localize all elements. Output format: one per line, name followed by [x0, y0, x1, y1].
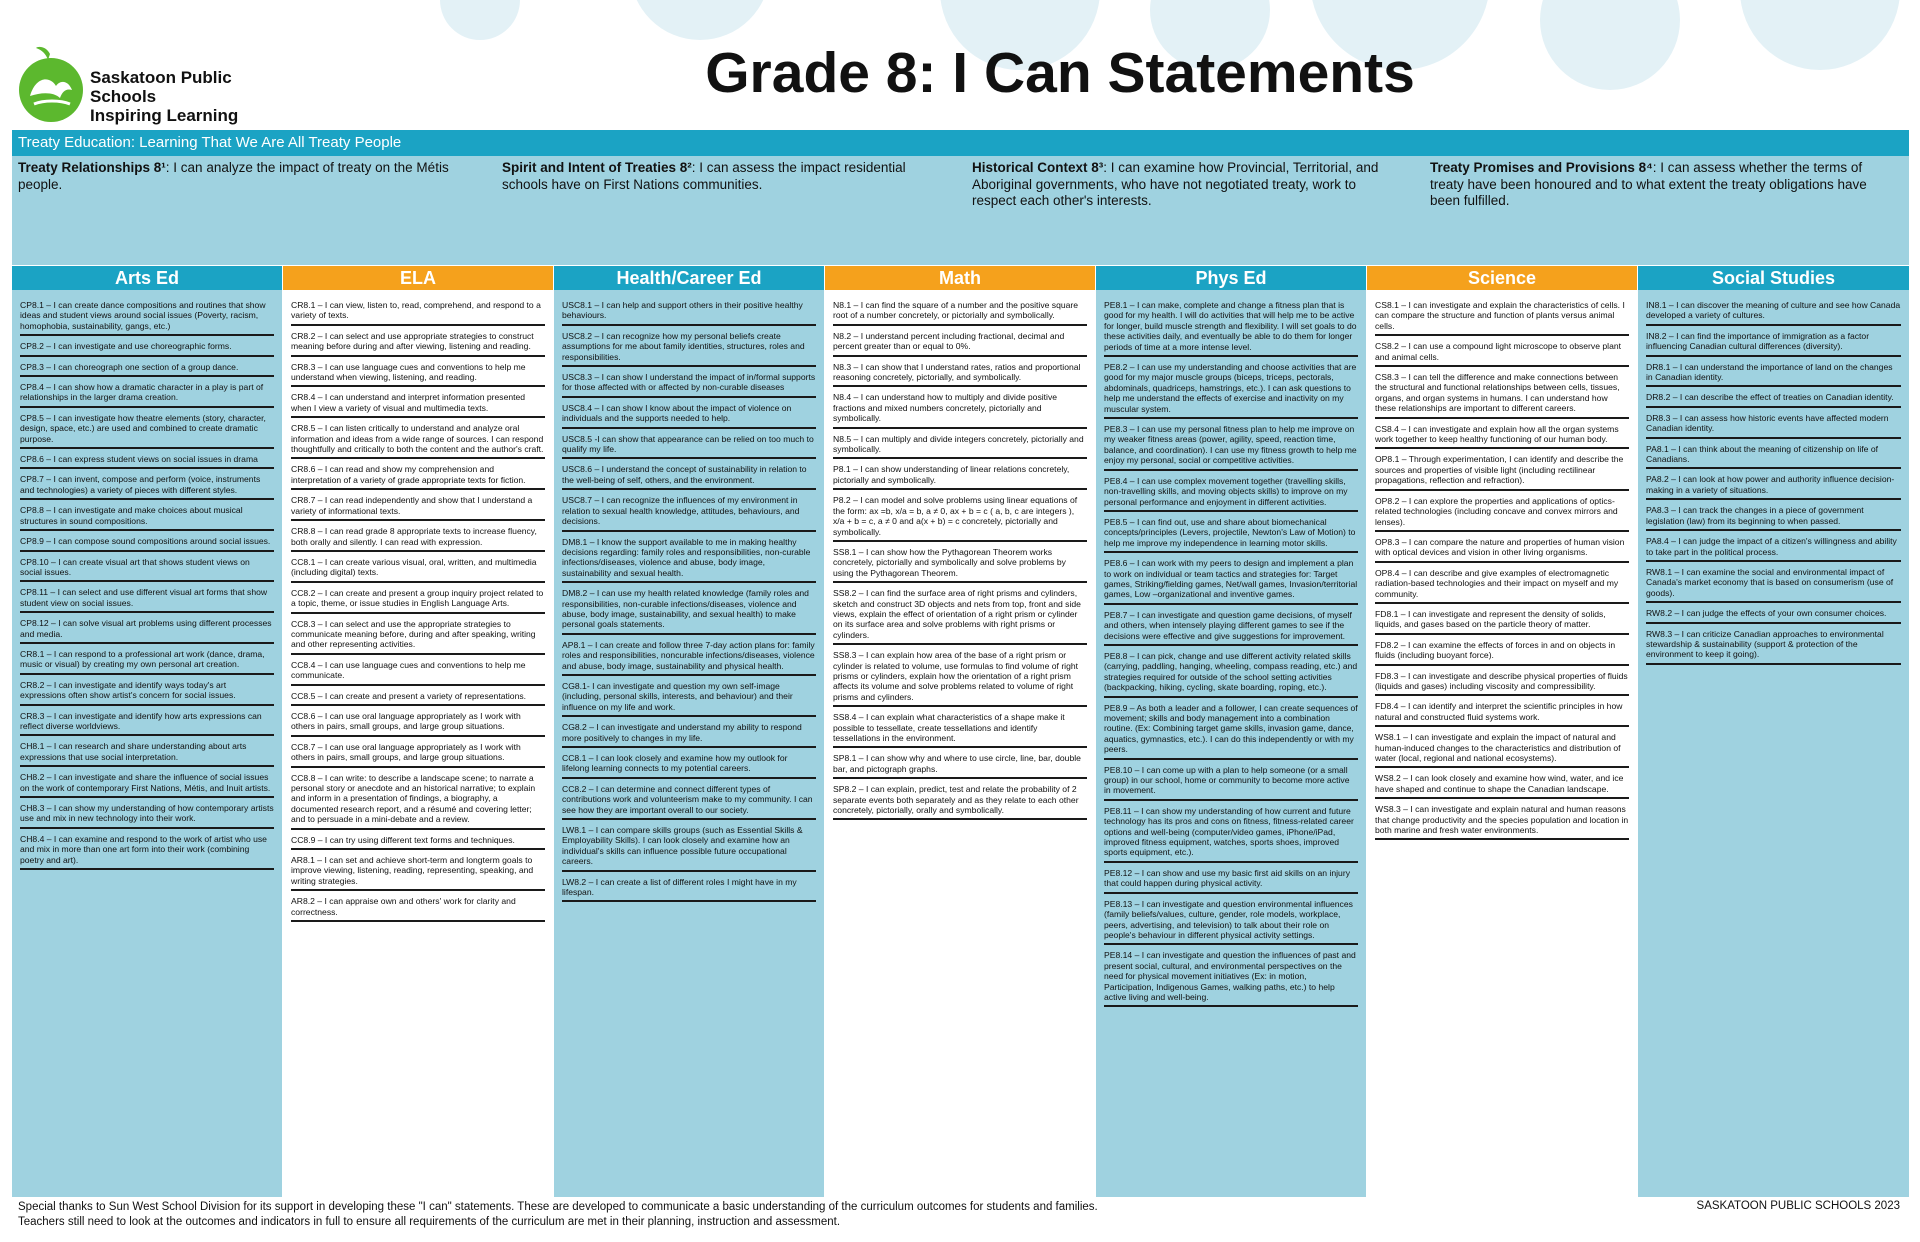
- i-can-statement: CC8.6 – I can use oral language appropriately as I work with others in pairs, small groups, and large group situations.: [291, 709, 545, 737]
- statement-list: [825, 290, 1095, 820]
- i-can-statement: USC8.6 – I understand the concept of sustainability in relation to the well-being of self, others, and the environment.: [562, 462, 816, 490]
- i-can-statement: CC8.5 – I can create and present a variety of representations.: [291, 689, 545, 706]
- i-can-statement: FD8.3 – I can investigate and describe physical properties of fluids (liquids and gases) including viscosity and compressibility.: [1375, 669, 1629, 697]
- i-can-statement: IN8.2 – I can find the importance of immigration as a factor influencing Canadian cultural differences (diversity).: [1646, 329, 1901, 357]
- i-can-statement: OP8.3 – I can compare the nature and properties of human vision with optical devices and vision in other living organisms.: [1375, 535, 1629, 563]
- i-can-statement: CC8.1 – I can look closely and examine how my outlook for lifelong learning connects to my potential careers.: [562, 751, 816, 779]
- i-can-statement: USC8.3 – I can show I understand the impact of in/formal supports for those affected with or affected by non-curable diseases: [562, 370, 816, 398]
- i-can-statement: CP8.8 – I can investigate and make choices about musical structures in sound compositions.: [20, 503, 274, 531]
- i-can-statement: OP8.2 – I can explore the properties and applications of optics-related technologies (including concave and convex mirrors and lenses).: [1375, 494, 1629, 532]
- i-can-statement: CP8.7 – I can invent, compose and perform (voice, instruments and technologies) a variety of pieces with different styles.: [20, 472, 274, 500]
- i-can-statement: CC8.3 – I can select and use the appropriate strategies to communicate meaning before, during and after speaking, writing and other representing activities.: [291, 617, 545, 655]
- i-can-statement: CH8.2 – I can investigate and share the influence of social issues on the work of contemporary First Nations, Métis, and Inuit artists.: [20, 770, 274, 798]
- column-header: Science: [1367, 266, 1637, 290]
- i-can-statement: CR8.3 – I can use language cues and conventions to help me understand when viewing, listening, and reading.: [291, 360, 545, 388]
- i-can-statement: PE8.2 – I can use my understanding and choose activities that are good for my major muscle groups (biceps, triceps, pectorals, abdominals, quadriceps, hamstrings, etc.). I can ask questions to help me understand the effects of exercise and inactivity on my muscular system.: [1104, 360, 1358, 419]
- subject-column: [1367, 266, 1637, 1197]
- i-can-statement: DM8.2 – I can use my health related knowledge (family roles and responsibilities, non-curable infections/diseases, violence and abuse, body image, sustainability, and sexual health) to make personal goals statements.: [562, 586, 816, 635]
- i-can-statement: PA8.2 – I can look at how power and authority influence decision-making in a variety of situations.: [1646, 472, 1901, 500]
- statement-list: [1096, 290, 1366, 1007]
- i-can-statement: WS8.3 – I can investigate and explain natural and human reasons that change productivity and the species population and location in both marine and fresh water environments.: [1375, 802, 1629, 840]
- i-can-statement: CR8.1 – I can view, listen to, read, comprehend, and respond to a variety of texts.: [291, 298, 545, 326]
- treaty-item-text: : I can examine how Provincial, Territorial, and Aboriginal governments, who have not negotiated treaty, work to respect each other's interests.: [972, 160, 1379, 208]
- i-can-statement: PE8.9 – As both a leader and a follower, I can create sequences of movement; skills and body management into a combination routine. (Ex: Combining target game skills, invasion game, dance, aquatics, gymnastics, etc.). I can do this independently or with my peers.: [1104, 701, 1358, 760]
- i-can-statement: OP8.4 – I can describe and give examples of electromagnetic radiation-based technologies and their impact on myself and my community.: [1375, 566, 1629, 604]
- treaty-item: [972, 160, 1392, 210]
- i-can-statement: USC8.1 – I can help and support others in their positive healthy behaviours.: [562, 298, 816, 326]
- i-can-statement: AR8.1 – I can set and achieve short-term and longterm goals to improve viewing, listening, reading, representing, speaking, and writing strategies.: [291, 853, 545, 891]
- i-can-statement: SP8.2 – I can explain, predict, test and relate the probability of 2 separate events both separately and as they relate to each other concretely, pictorially, orally and symbolically.: [833, 782, 1087, 820]
- i-can-statement: CP8.10 – I can create visual art that shows student views on social issues.: [20, 555, 274, 583]
- i-can-statement: CS8.1 – I can investigate and explain the characteristics of cells. I can compare the structure and function of plants versus animal cells.: [1375, 298, 1629, 336]
- i-can-statement: PE8.14 – I can investigate and question the influences of past and present social, cultural, and environmental perspectives on the need for physical movement initiatives (Ex: in motion, Participation, Indigenous Games, walking paths, etc.) to help active living and well-being.: [1104, 948, 1358, 1007]
- i-can-statement: WS8.1 – I can investigate and explain the impact of natural and human-induced changes to the characteristics and distribution of water (local, regional and national ecosystems).: [1375, 730, 1629, 768]
- i-can-statement: FD8.4 – I can identify and interpret the scientific principles in how natural and constructed fluid systems work.: [1375, 699, 1629, 727]
- page-title: Grade 8: I Can Statements: [705, 41, 1415, 105]
- column-header: ELA: [283, 266, 553, 290]
- column-header: Phys Ed: [1096, 266, 1366, 290]
- i-can-statement: RW8.1 – I can examine the social and environmental impact of Canada's market economy that is based on consumerism (use of goods).: [1646, 565, 1901, 603]
- i-can-statement: PA8.3 – I can track the changes in a piece of government legislation (law) from its beginning to when passed.: [1646, 503, 1901, 531]
- statement-list: [1638, 290, 1909, 665]
- i-can-statement: CC8.1 – I can create various visual, oral, written, and multimedia (including digital) texts.: [291, 555, 545, 583]
- i-can-statement: RW8.3 – I can criticize Canadian approaches to environmental stewardship & sustainability (support & protection of the environment to keep it going).: [1646, 627, 1901, 665]
- treaty-item-label: Treaty Relationships 8¹: [18, 160, 166, 175]
- i-can-statement: N8.5 – I can multiply and divide integers concretely, pictorially and symbolically.: [833, 432, 1087, 460]
- statement-list: [12, 290, 282, 870]
- subject-column: [1096, 266, 1366, 1197]
- i-can-statement: PE8.11 – I can show my understanding of how current and future technology has its pros and cons on fitness, fitness-related career options and well-being (computer/video games, iPhone/iPad, improved fitness equipment, watches, sports shoes, improved sports equipment, etc.).: [1104, 804, 1358, 863]
- i-can-statement: PE8.12 – I can show and use my basic first aid skills on an injury that could happen during physical activity.: [1104, 866, 1358, 894]
- i-can-statement: CP8.2 – I can investigate and use choreographic forms.: [20, 339, 274, 356]
- i-can-statement: USC8.2 – I can recognize how my personal beliefs create assumptions for me about family identities, structures, roles and responsibilities.: [562, 329, 816, 367]
- i-can-statement: N8.3 – I can show that I understand rates, ratios and proportional reasoning concretely, pictorially, and symbolically.: [833, 360, 1087, 388]
- i-can-statement: CR8.7 – I can read independently and show that I understand a variety of informational texts.: [291, 493, 545, 521]
- i-can-statement: CC8.9 – I can try using different text forms and techniques.: [291, 833, 545, 850]
- i-can-statement: CP8.5 – I can investigate how theatre elements (story, character, design, space, etc.) are used and combined to create dramatic purpose.: [20, 411, 274, 449]
- i-can-statement: CS8.3 – I can tell the difference and make connections between the structural and functional relationships between cells, tissues, organs, and organ systems in humans. I can understand how these relationships are important to different careers.: [1375, 370, 1629, 419]
- i-can-statement: CP8.11 – I can select and use different visual art forms that show student view on social issues.: [20, 585, 274, 613]
- i-can-statement: N8.4 – I can understand how to multiply and divide positive fractions and mixed numbers concretely, pictorially and symbolically.: [833, 390, 1087, 428]
- i-can-statement: CR8.1 – I can respond to a professional art work (dance, drama, music or visual) by creating my own personal art creation.: [20, 647, 274, 675]
- i-can-statement: PE8.10 – I can come up with a plan to help someone (or a small group) in our school, home or community to become more active in movement.: [1104, 763, 1358, 801]
- i-can-statement: CR8.8 – I can read grade 8 appropriate texts to increase fluency, both orally and silently. I can read with expression.: [291, 524, 545, 552]
- i-can-statement: CR8.2 – I can investigate and identify ways today's art expressions often show artist's concern for social issues.: [20, 678, 274, 706]
- i-can-statement: CP8.3 – I can choreograph one section of a group dance.: [20, 360, 274, 377]
- treaty-item: [502, 160, 942, 193]
- i-can-statement: OP8.1 – Through experimentation, I can identify and describe the sources and properties of visible light (including rectilinear propagations, reflection and refraction).: [1375, 452, 1629, 490]
- statement-list: [554, 290, 824, 902]
- column-header: Arts Ed: [12, 266, 282, 290]
- i-can-statement: CC8.8 – I can write: to describe a landscape scene; to narrate a personal story or anecdote and an historical narrative; to explain and inform in a presentation of findings, a biography, a documented research report, and a résumé and covering letter; and to persuade in a mini-debate and a review.: [291, 771, 545, 830]
- column-header: Social Studies: [1638, 266, 1909, 290]
- i-can-statement: PE8.8 – I can pick, change and use different activity related skills (carrying, paddling, hanging, wheeling, compass reading, etc.) and strategies required for outside of the school setting activities (backpacking, hiking, cycling, skate boarding, roping, etc.).: [1104, 649, 1358, 698]
- column-header: Math: [825, 266, 1095, 290]
- i-can-statement: USC8.5 -I can show that appearance can be relied on too much to qualify my life.: [562, 432, 816, 460]
- i-can-statement: SP8.1 – I can show why and where to use circle, line, bar, double bar, and pictograph graphs.: [833, 751, 1087, 779]
- i-can-statement: USC8.4 – I can show I know about the impact of violence on individuals and the supports needed to help.: [562, 401, 816, 429]
- i-can-statement: PE8.5 – I can find out, use and share about biomechanical concepts/principles (Levers, projectile, Newton's Law of Motion) to help me improve my independence in learning motor skills.: [1104, 515, 1358, 553]
- i-can-statement: P8.2 – I can model and solve problems using linear equations of the form: ax =b, x/a = b, a ≠ 0, ax + b = c ( a, b, c are integers ), x/a + b = c, a ≠ 0 and a(x + b) = c concretely, pictorially and symbolically.: [833, 493, 1087, 542]
- i-can-statement: CH8.4 – I can examine and respond to the work of artist who use and mix in more than one art form into their work (combining poetry and art).: [20, 832, 274, 870]
- i-can-statement: PA8.1 – I can think about the meaning of citizenship on life of Canadians.: [1646, 442, 1901, 470]
- i-can-statement: RW8.2 – I can judge the effects of your own consumer choices.: [1646, 606, 1901, 623]
- school-logo: [16, 46, 296, 124]
- footer-credit: SASKATOON PUBLIC SCHOOLS 2023: [1696, 1200, 1900, 1212]
- subject-column: [825, 266, 1095, 1197]
- i-can-statement: AP8.1 – I can create and follow three 7-day action plans for: family roles and responsibilities, noncurable infections/diseases, violence and abuse, body image, sustainability and physical health.: [562, 638, 816, 676]
- i-can-statement: CR8.5 – I can listen critically to understand and analyze oral information and ideas from a wide range of sources. I can respond thoughtfully and critically to both the content and the author's craft.: [291, 421, 545, 459]
- logo-text: [90, 68, 296, 125]
- i-can-statement: CC8.2 – I can determine and connect different types of contributions work and volunteerism make to my community. I can see how they are important overall to our society.: [562, 782, 816, 820]
- treaty-header: Treaty Education: Learning That We Are All Treaty People: [12, 130, 1909, 156]
- statement-list: [1367, 290, 1637, 840]
- subject-column: [554, 266, 824, 1197]
- subject-column: [283, 266, 553, 1197]
- i-can-statement: PE8.13 – I can investigate and question environmental influences (family beliefs/values, culture, gender, role models, workplace, peers, advertising, and television) to talk about their role on people's behaviour in different physical activity settings.: [1104, 897, 1358, 946]
- treaty-item-label: Historical Context 8³: [972, 160, 1104, 175]
- i-can-statement: IN8.1 – I can discover the meaning of culture and see how Canada developed a variety of cultures.: [1646, 298, 1901, 326]
- i-can-statement: CG8.2 – I can investigate and understand my ability to respond more positively to changes in my life.: [562, 720, 816, 748]
- i-can-statement: PE8.3 – I can use my personal fitness plan to help me improve on my weaker fitness areas (power, agility, speed, reaction time, balance, and coordination). I can use my fitness growth to help me enjoy my personal, social or competitive activities.: [1104, 422, 1358, 471]
- i-can-statement: CC8.2 – I can create and present a group inquiry project related to a topic, theme, or issue studies in English Language Arts.: [291, 586, 545, 614]
- i-can-statement: CG8.1- I can investigate and question my own self-image (including, personal skills, interests, and behaviour) and their influence on my life and work.: [562, 679, 816, 717]
- i-can-statement: CP8.4 – I can show how a dramatic character in a play is part of relationships in the larger drama creation.: [20, 380, 274, 408]
- i-can-statement: P8.1 – I can show understanding of linear relations concretely, pictorially and symbolically.: [833, 462, 1087, 490]
- i-can-statement: AR8.2 – I can appraise own and others' work for clarity and correctness.: [291, 894, 545, 922]
- treaty-section: [12, 130, 1909, 265]
- i-can-statement: DM8.1 – I know the support available to me in making healthy decisions regarding: family roles and responsibilities, non-curable infections/diseases, violence and abuse, body image, sustainability and sexual health.: [562, 535, 816, 584]
- i-can-statement: PE8.1 – I can make, complete and change a fitness plan that is good for my health. I will do activities that will help me to be active for longer, build muscle strength and flexibility. I will set goals to do these activities daily, and eventually be able to do them for longer periods of time at a more intense level.: [1104, 298, 1358, 357]
- treaty-item-text: : I can assess whether the terms of treaty have been honoured and to what extent the treaty obligations have been fulfilled.: [1430, 160, 1867, 208]
- treaty-item-text: : I can assess the impact residential schools have on First Nations communities.: [502, 160, 906, 192]
- i-can-statement: DR8.2 – I can describe the effect of treaties on Canadian identity.: [1646, 390, 1901, 407]
- i-can-statement: CS8.2 – I can use a compound light microscope to observe plant and animal cells.: [1375, 339, 1629, 367]
- i-can-statement: DR8.1 – I can understand the importance of land on the changes in Canadian identity.: [1646, 360, 1901, 388]
- i-can-statement: CR8.4 – I can understand and interpret information presented when I view a variety of visual and multimedia texts.: [291, 390, 545, 418]
- i-can-statement: CP8.1 – I can create dance compositions and routines that show ideas and student views around social issues (Poverty, racism, homophobia, sustainability, gangs, etc.): [20, 298, 274, 336]
- i-can-statement: LW8.1 – I can compare skills groups (such as Essential Skills & Employability Skills). I can look closely and examine how an individual's skills can influence possible future occupational careers.: [562, 823, 816, 872]
- i-can-statement: SS8.3 – I can explain how area of the base of a right prism or cylinder is related to volume, use formulas to find volume of right prisms or cylinders, explain how the orientation of a right prism affects its volume and solve problems related to volume of right prisms and cylinders.: [833, 648, 1087, 707]
- treaty-item-label: Spirit and Intent of Treaties 8²: [502, 160, 692, 175]
- i-can-statement: N8.2 – I understand percent including fractional, decimal and percent greater than or equal to 0%.: [833, 329, 1087, 357]
- i-can-statement: CH8.1 – I can research and share understanding about arts expressions that use social interpretation.: [20, 739, 274, 767]
- i-can-statement: FD8.2 – I can examine the effects of forces in and on objects in fluids (including buoyant force).: [1375, 638, 1629, 666]
- i-can-statement: CP8.9 – I can compose sound compositions around social issues.: [20, 534, 274, 551]
- footer-note: Special thanks to Sun West School Division for its support in developing these "I can" statements. These are developed to communicate a basic understanding of the curriculum outcomes for students and families. Teachers still need to look at the outcomes and indicators in full to ensure all requirements of the curriculum are met in their planning, instruction and assessment.: [18, 1201, 1098, 1228]
- i-can-statement: PE8.4 – I can use complex movement together (travelling skills, non-travelling skills, and moving objects skills) to improve on my personal performance and enjoyment in different activities.: [1104, 474, 1358, 512]
- i-can-statement: PA8.4 – I can judge the impact of a citizen's willingness and ability to take part in the political process.: [1646, 534, 1901, 562]
- apple-logo-icon: [16, 46, 86, 124]
- treaty-item: [18, 160, 478, 193]
- i-can-statement: PE8.6 – I can work with my peers to design and implement a plan to work on individual or team tactics and strategies for: Target games, Striking/fielding games, Net/wall games, Invasion/territorial games, Low –organizational and inventive games.: [1104, 556, 1358, 605]
- i-can-statement: WS8.2 – I can look closely and examine how wind, water, and ice have shaped and continue to shape the Canadian landscape.: [1375, 771, 1629, 799]
- org-tagline: Inspiring Learning: [90, 106, 239, 125]
- i-can-statement: SS8.1 – I can show how the Pythagorean Theorem works concretely, pictorially and symbolically and solve problems by using the Pythagorean Theorem.: [833, 545, 1087, 583]
- subject-column: [1638, 266, 1909, 1197]
- i-can-statement: CR8.2 – I can select and use appropriate strategies to construct meaning before during and after viewing, listening and reading.: [291, 329, 545, 357]
- i-can-statement: CS8.4 – I can investigate and explain how all the organ systems work together to keep healthy functioning of our human body.: [1375, 422, 1629, 450]
- i-can-statement: N8.1 – I can find the square of a number and the positive square root of a number concretely, or pictorially and symbolically.: [833, 298, 1087, 326]
- subject-column: [12, 266, 282, 1197]
- i-can-statement: FD8.1 – I can investigate and represent the density of solids, liquids, and gases based on the particle theory of matter.: [1375, 607, 1629, 635]
- i-can-statement: CC8.7 – I can use oral language appropriately as I work with others in pairs, small groups, and large group situations.: [291, 740, 545, 768]
- i-can-statement: CP8.6 – I can express student views on social issues in drama: [20, 452, 274, 469]
- treaty-item-text: : I can analyze the impact of treaty on the Métis people.: [18, 160, 449, 192]
- i-can-statement: CR8.3 – I can investigate and identify how arts expressions can reflect diverse worldviews.: [20, 709, 274, 737]
- treaty-item-label: Treaty Promises and Provisions 8⁴: [1430, 160, 1653, 175]
- i-can-statement: CR8.6 – I can read and show my comprehension and interpretation of a variety of grade appropriate texts for fiction.: [291, 462, 545, 490]
- i-can-statement: CC8.4 – I can use language cues and conventions to help me communicate.: [291, 658, 545, 686]
- column-header: Health/Career Ed: [554, 266, 824, 290]
- i-can-statement: LW8.2 – I can create a list of different roles I might have in my lifespan.: [562, 875, 816, 903]
- i-can-statement: CH8.3 – I can show my understanding of how contemporary artists use and mix in new technology into their work.: [20, 801, 274, 829]
- i-can-statement: PE8.7 – I can investigate and question game decisions, of myself and others, when intensely playing different games to see if the decisions were effective and give suggestions for improvement.: [1104, 608, 1358, 646]
- i-can-statement: CP8.12 – I can solve visual art problems using different processes and media.: [20, 616, 274, 644]
- org-name: Saskatoon Public Schools: [90, 68, 232, 106]
- i-can-statement: USC8.7 – I can recognize the influences of my environment in relation to sexual health knowledge, attitudes, behaviours, and decisions.: [562, 493, 816, 531]
- i-can-statement: DR8.3 – I can assess how historic events have affected modern Canadian identity.: [1646, 411, 1901, 439]
- statement-list: [283, 290, 553, 922]
- treaty-item: [1430, 160, 1870, 210]
- i-can-statement: SS8.4 – I can explain what characteristics of a shape make it possible to tessellate, create tessellations and identify tessellations in the environment.: [833, 710, 1087, 748]
- i-can-statement: SS8.2 – I can find the surface area of right prisms and cylinders, sketch and construct 3D objects and nets from top, front and side views, explain the effect of orientation of a right prism or cylinder on its surface area and solve problems with right prisms or cylinders.: [833, 586, 1087, 645]
